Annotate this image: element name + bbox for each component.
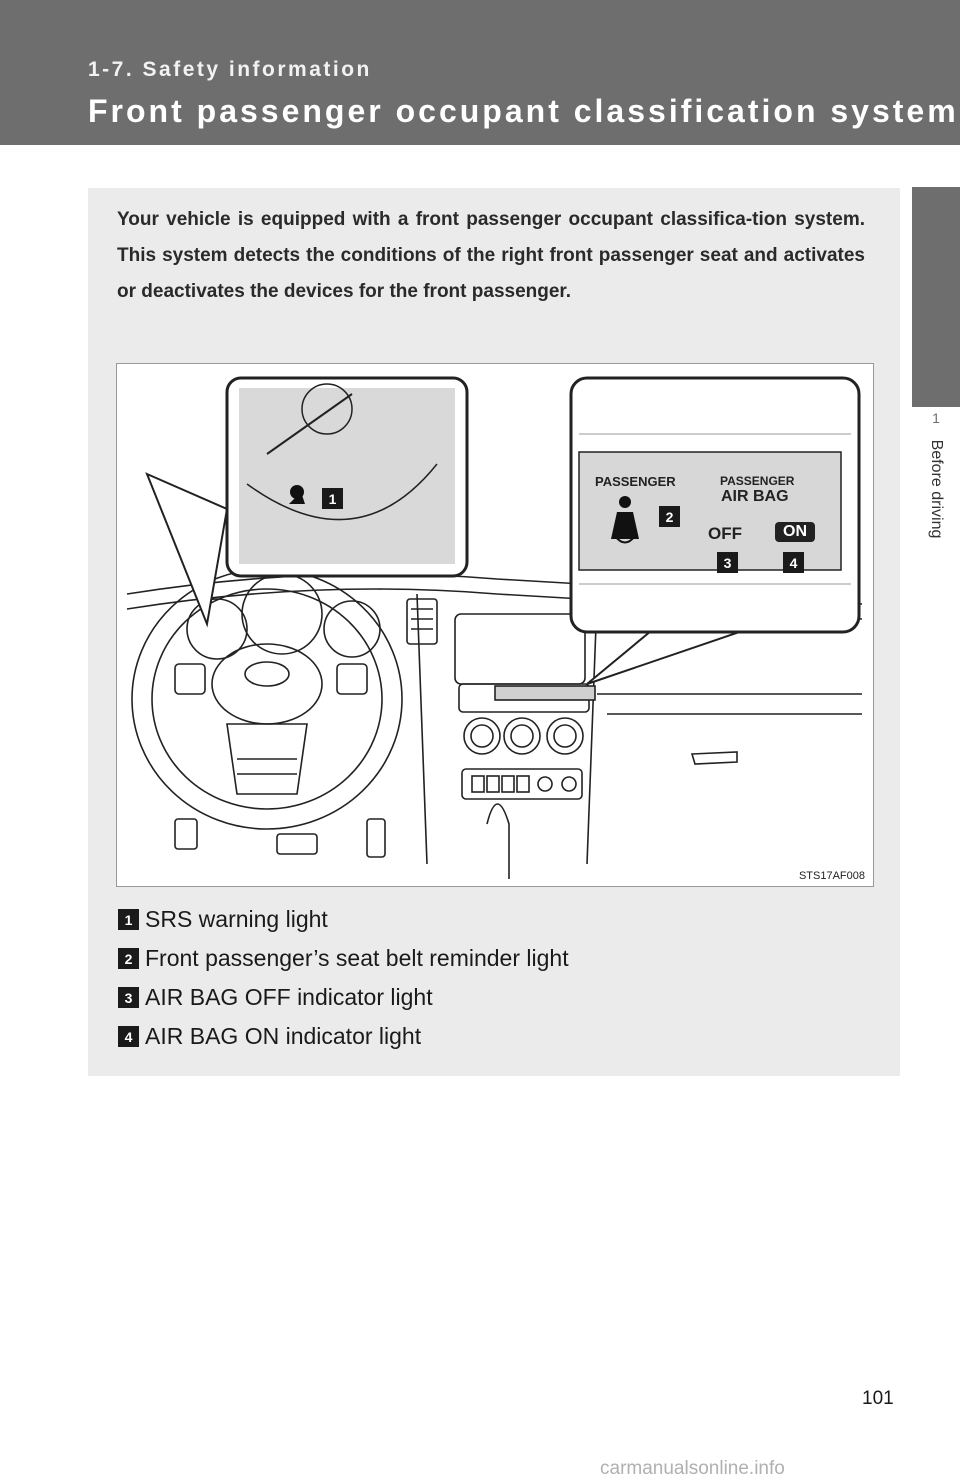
watermark: carmanualsonline.info xyxy=(600,1458,785,1479)
legend-number-4: 4 xyxy=(118,1026,139,1047)
chapter-tab xyxy=(912,187,960,407)
page-number: 101 xyxy=(862,1388,894,1409)
callout-4: 4 xyxy=(783,552,804,573)
airbag-off-label: OFF xyxy=(708,524,742,543)
figure-code: STS17AF008 xyxy=(798,870,865,882)
legend-text-3: AIR BAG OFF indicator light xyxy=(145,984,433,1010)
chapter-tab-number: 1 xyxy=(932,410,940,426)
page-title: Front passenger occupant classification system xyxy=(88,93,959,129)
legend-item xyxy=(118,1017,569,1056)
airbag-label: AIR BAG xyxy=(721,488,789,505)
legend-list xyxy=(118,900,569,1056)
airbag-on-indicator: ON xyxy=(775,522,815,542)
callout-3: 3 xyxy=(717,552,738,573)
intro-paragraph: Your vehicle is equipped with a front passenger occupant classifica-tion system. This system detects the conditions of the right front passenger seat and activates or deactivates the devices for the front passenger. xyxy=(117,209,865,302)
legend-number-1: 1 xyxy=(118,909,139,930)
legend-item xyxy=(118,900,569,939)
legend-text-1: SRS warning light xyxy=(145,906,328,932)
legend-text-2: Front passenger’s seat belt reminder light xyxy=(145,945,569,971)
page-header xyxy=(0,0,960,145)
callout-2: 2 xyxy=(659,506,680,527)
section-label: 1-7. Safety information xyxy=(88,58,372,81)
legend-item xyxy=(118,978,569,1017)
dashboard-illustration xyxy=(116,363,874,887)
legend-number-2: 2 xyxy=(118,948,139,969)
passenger-label: PASSENGER xyxy=(595,474,676,489)
passenger-airbag-label: PASSENGER xyxy=(720,474,795,488)
dashboard-drawing xyxy=(117,364,873,886)
legend-number-3: 3 xyxy=(118,987,139,1008)
legend-text-4: AIR BAG ON indicator light xyxy=(145,1023,422,1049)
callout-1: 1 xyxy=(322,488,343,509)
legend-item xyxy=(118,939,569,978)
chapter-tab-label: Before driving xyxy=(928,439,945,539)
